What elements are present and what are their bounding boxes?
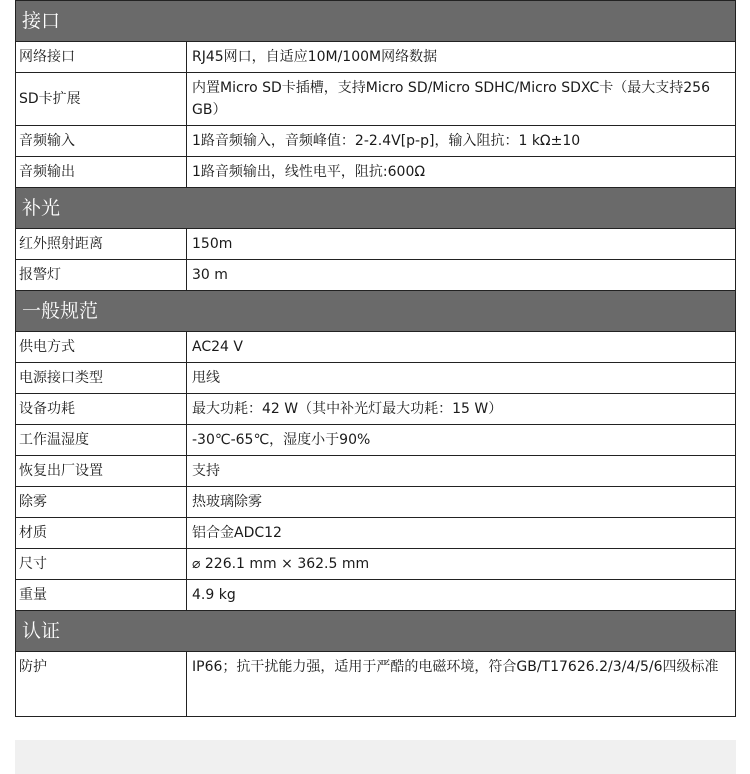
table-row (16, 363, 736, 394)
spec-label: 网络接口 (16, 42, 187, 73)
page-footer-area (15, 740, 736, 774)
table-row (16, 580, 736, 611)
spec-label: 尺寸 (16, 549, 187, 580)
spec-value: 1路音频输出，线性电平，阻抗:600Ω (187, 157, 736, 188)
spec-label: 除雾 (16, 487, 187, 518)
section-title: 补光 (16, 188, 736, 229)
section-header-fill-light (16, 188, 736, 229)
spec-value: 最大功耗：42 W（其中补光灯最大功耗：15 W） (187, 394, 736, 425)
table-row (16, 652, 736, 717)
spec-value: 1路音频输入，音频峰值：2-2.4V[p-p]，输入阻抗：1 kΩ±10 (187, 126, 736, 157)
table-row (16, 487, 736, 518)
spec-value: 30 m (187, 260, 736, 291)
table-row (16, 260, 736, 291)
section-title: 接口 (16, 1, 736, 42)
table-row (16, 518, 736, 549)
spec-value: IP66；抗干扰能力强，适用于严酷的电磁环境，符合GB/T17626.2/3/4/5/6四级标准 (187, 652, 736, 717)
spec-value: 支持 (187, 456, 736, 487)
spec-label: 电源接口类型 (16, 363, 187, 394)
table-row (16, 394, 736, 425)
table-row (16, 126, 736, 157)
spec-label: 防护 (16, 652, 187, 717)
spec-label: 供电方式 (16, 332, 187, 363)
table-row (16, 229, 736, 260)
spec-label: 工作温湿度 (16, 425, 187, 456)
spec-value: 150m (187, 229, 736, 260)
section-header-general (16, 291, 736, 332)
section-header-interface (16, 1, 736, 42)
table-row (16, 456, 736, 487)
spec-value: ⌀ 226.1 mm × 362.5 mm (187, 549, 736, 580)
table-row (16, 73, 736, 126)
spec-label: 红外照射距离 (16, 229, 187, 260)
spec-value: RJ45网口，自适应10M/100M网络数据 (187, 42, 736, 73)
section-title: 一般规范 (16, 291, 736, 332)
table-row (16, 425, 736, 456)
spec-value: 4.9 kg (187, 580, 736, 611)
spec-label: 恢复出厂设置 (16, 456, 187, 487)
table-row (16, 332, 736, 363)
spec-label: 音频输入 (16, 126, 187, 157)
spec-sheet (15, 0, 736, 717)
spec-value: -30℃-65℃，湿度小于90% (187, 425, 736, 456)
spec-label: SD卡扩展 (16, 73, 187, 126)
table-row (16, 549, 736, 580)
table-row (16, 42, 736, 73)
spec-label: 设备功耗 (16, 394, 187, 425)
spec-value: 热玻璃除雾 (187, 487, 736, 518)
spec-label: 重量 (16, 580, 187, 611)
section-title: 认证 (16, 611, 736, 652)
spec-value: 铝合金ADC12 (187, 518, 736, 549)
table-row (16, 157, 736, 188)
section-header-certification (16, 611, 736, 652)
spec-value: AC24 V (187, 332, 736, 363)
spec-label: 材质 (16, 518, 187, 549)
spec-label: 报警灯 (16, 260, 187, 291)
spec-value: 甩线 (187, 363, 736, 394)
spec-value: 内置Micro SD卡插槽，支持Micro SD/Micro SDHC/Micro SDXC卡（最大支持256 GB） (187, 73, 736, 126)
spec-label: 音频输出 (16, 157, 187, 188)
spec-table (15, 0, 736, 717)
